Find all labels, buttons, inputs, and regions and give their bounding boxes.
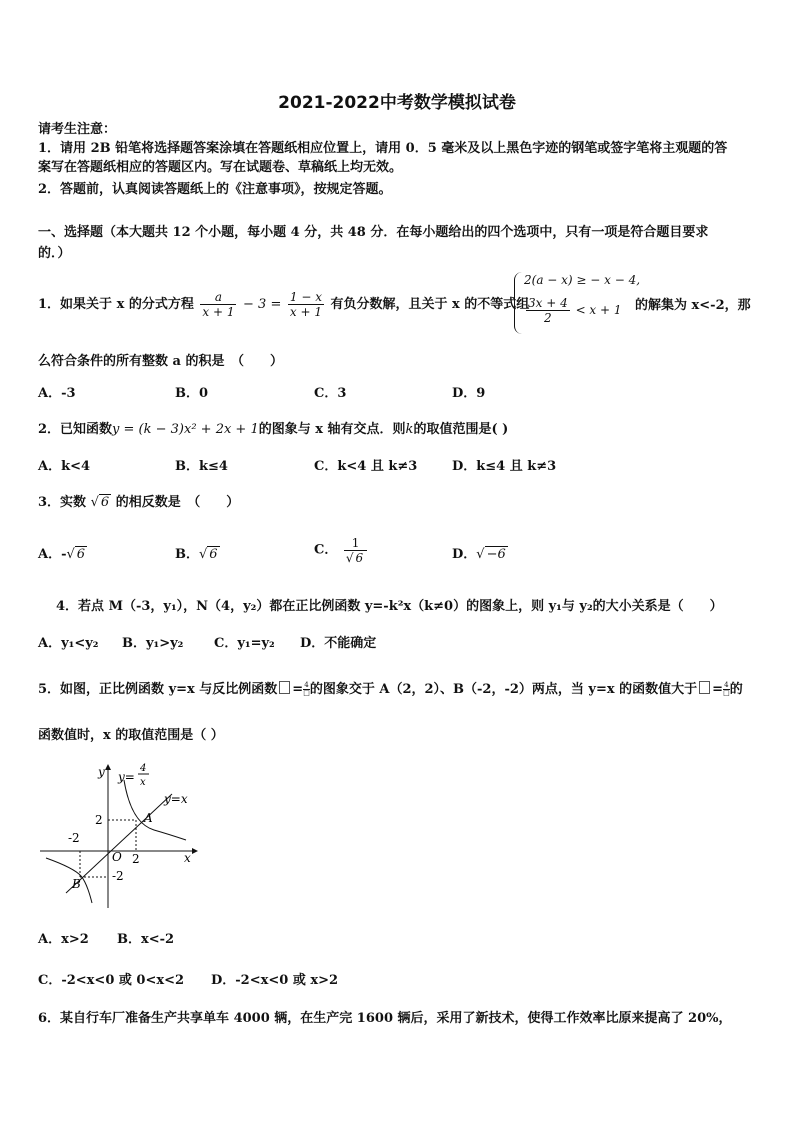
question-3-option-d: D．√ −6 [452,547,506,562]
question-3-suffix: 的相反数是 （ ） [115,495,240,510]
fraction-denominator: x + 1 [289,305,322,319]
question-4-option-b: B．y₁>y₂ [122,636,184,651]
question-3-prefix: 3．实数 [38,495,87,510]
question-3-line [38,494,239,512]
function-graph [36,760,206,912]
question-3-option-b: B．√ 6 [175,547,218,562]
hyperbola-lower-branch [46,858,92,903]
question-4-option-d: D．不能确定 [300,636,377,651]
section-heading-line-2: 的．） [38,246,71,261]
one-over-sqrt-6: $\frac{1}{√ 6}$ [344,536,367,565]
placeholder-box-icon [699,681,710,694]
section-heading-line-1: 一、选择题（本大题共 12 个小题，每小题 4 分，共 48 分．在每小题给出的四个选项中，只有一项是符合题目要求 [38,225,709,240]
question-1-line-2: 么符合条件的所有整数 a 的积是 （ ） [38,354,283,369]
reciprocal-denominator: x [140,777,146,788]
tiny-fraction: $\frac{4}{□}$ [723,681,730,697]
reciprocal-label: y= [118,770,135,784]
tick-label-x-neg-2: -2 [68,831,80,845]
question-2-option-c: C．k<4 且 k≠3 [314,459,418,474]
question-2-k: k [405,422,414,437]
notice-heading: 请考生注意： [38,122,117,137]
question-1-line-1 [38,290,529,319]
question-4-line: 4．若点 M（-3，y₁），N（4，y₂）都在正比例函数 y=-k²x（k≠0）的图象上，则 y₁与 y₂的大小关系是（ ） [56,599,723,614]
question-5-line-1: 5．如图，正比例函数 y=x 与反比例函数 = $\frac{4}{□}$ 的图象交于 A（2，2）、B（-2，-2）两点，当 y=x 的函数值大于 = $\frac{4}{□}$ 的 [38,681,743,697]
y-axis-arrow-icon [105,764,111,770]
question-1-option-b: B．0 [175,386,209,401]
tick-label-x-2: 2 [132,852,140,866]
inequality-2 [524,296,622,325]
question-4-option-c: C．y₁=y₂ [214,636,275,651]
question-2-option-a: A．k<4 [38,459,91,474]
question-1-minus-three: − 3 = [243,297,282,312]
fraction-numerator: 3x + 4 [528,296,568,310]
question-2-line [38,421,508,439]
tiny-fraction: $\frac{4}{□}$ [303,681,310,697]
notice-item-1-line-1: 1．请用 2B 铅笔将选择题答案涂填在答题纸相应位置上，请用 0．5 毫米及以上黑色字迹的钢笔或签字笔将主观题的答 [38,141,728,156]
x-axis-arrow-icon [192,848,198,854]
inequality-1: 2(a − x) ≥ − x − 4, [524,273,641,287]
line-label: y=x [164,792,188,806]
fraction-denominator: x + 1 [202,305,235,319]
question-1-option-a: A．-3 [38,386,76,401]
tick-label-y-2: 2 [95,813,103,827]
question-1-middle: 有负分数解，且关于 x 的不等式组 [330,297,530,312]
question-2-middle: 的图象与 x 轴有交点．则 [258,422,406,437]
fraction-denominator: 2 [544,311,552,325]
question-5-option-a: A．x>2 [38,932,89,947]
question-3-option-c: C． $\frac{1}{√ 6}$ [314,536,369,565]
point-b-label: B [72,877,81,891]
reciprocal-numerator: 4 [140,763,147,774]
sqrt-6: √ 6 [345,551,364,565]
sqrt-6: √ 6 [66,547,86,562]
question-1-fraction-2 [288,290,324,319]
question-1-option-d: D．9 [452,386,486,401]
inequality-2-rest: < x + 1 [575,303,622,317]
placeholder-box-icon [279,681,290,694]
fraction-numerator: 1 − x [289,290,322,304]
tick-label-y-neg-2: -2 [112,869,124,883]
notice-item-1-line-2: 案写在答题纸相应的答题区内。写在试题卷、草稿纸上均无效。 [38,160,403,175]
question-5-line-2: 函数值时，x 的取值范围是（ ） [38,728,224,743]
fraction-numerator: a [200,290,236,305]
question-5-option-c: C．-2<x<0 或 0<x<2 [38,973,185,988]
question-2-prefix: 2．已知函数 [38,422,113,437]
question-1-prefix: 1．如果关于 x 的分式方程 [38,297,194,312]
question-3-option-a: A．-√ 6 [38,547,86,562]
sqrt-6: √ 6 [199,547,218,562]
question-2-option-d: D．k≤4 且 k≠3 [452,459,557,474]
question-2-suffix: 的取值范围是( ) [413,422,509,437]
question-4-option-a: A．y₁<y₂ [38,636,99,651]
question-2-option-b: B．k≤4 [175,459,228,474]
y-axis-label: y [98,765,105,779]
question-1-suffix: 的解集为 x<-2，那 [635,298,751,313]
question-5-option-b: B．x<-2 [117,932,175,947]
question-1-option-c: C．3 [314,386,347,401]
question-6-line: 6．某自行车厂准备生产共享单车 4000 辆，在生产完 1600 辆后，采用了新技术，使得工作效率比原来提高了 20%， [38,1011,732,1026]
page-title: 2021-2022中考数学模拟试卷 [278,93,516,113]
sqrt-6: √ 6 [90,495,110,510]
point-a-label: A [144,811,153,825]
question-2-expression: y = (k − 3)x² + 2x + 1 [112,422,259,437]
notice-item-2: 2．答题前，认真阅读答题纸上的《注意事项》，按规定答题。 [38,182,392,197]
question-1-fraction-1 [200,290,236,319]
inequality-2-fraction [526,296,570,325]
sqrt-neg-6: √ −6 [476,547,506,562]
origin-label: O [112,850,122,864]
question-5-option-d: D．-2<x<0 或 x>2 [211,973,339,988]
x-axis-label: x [184,851,191,865]
